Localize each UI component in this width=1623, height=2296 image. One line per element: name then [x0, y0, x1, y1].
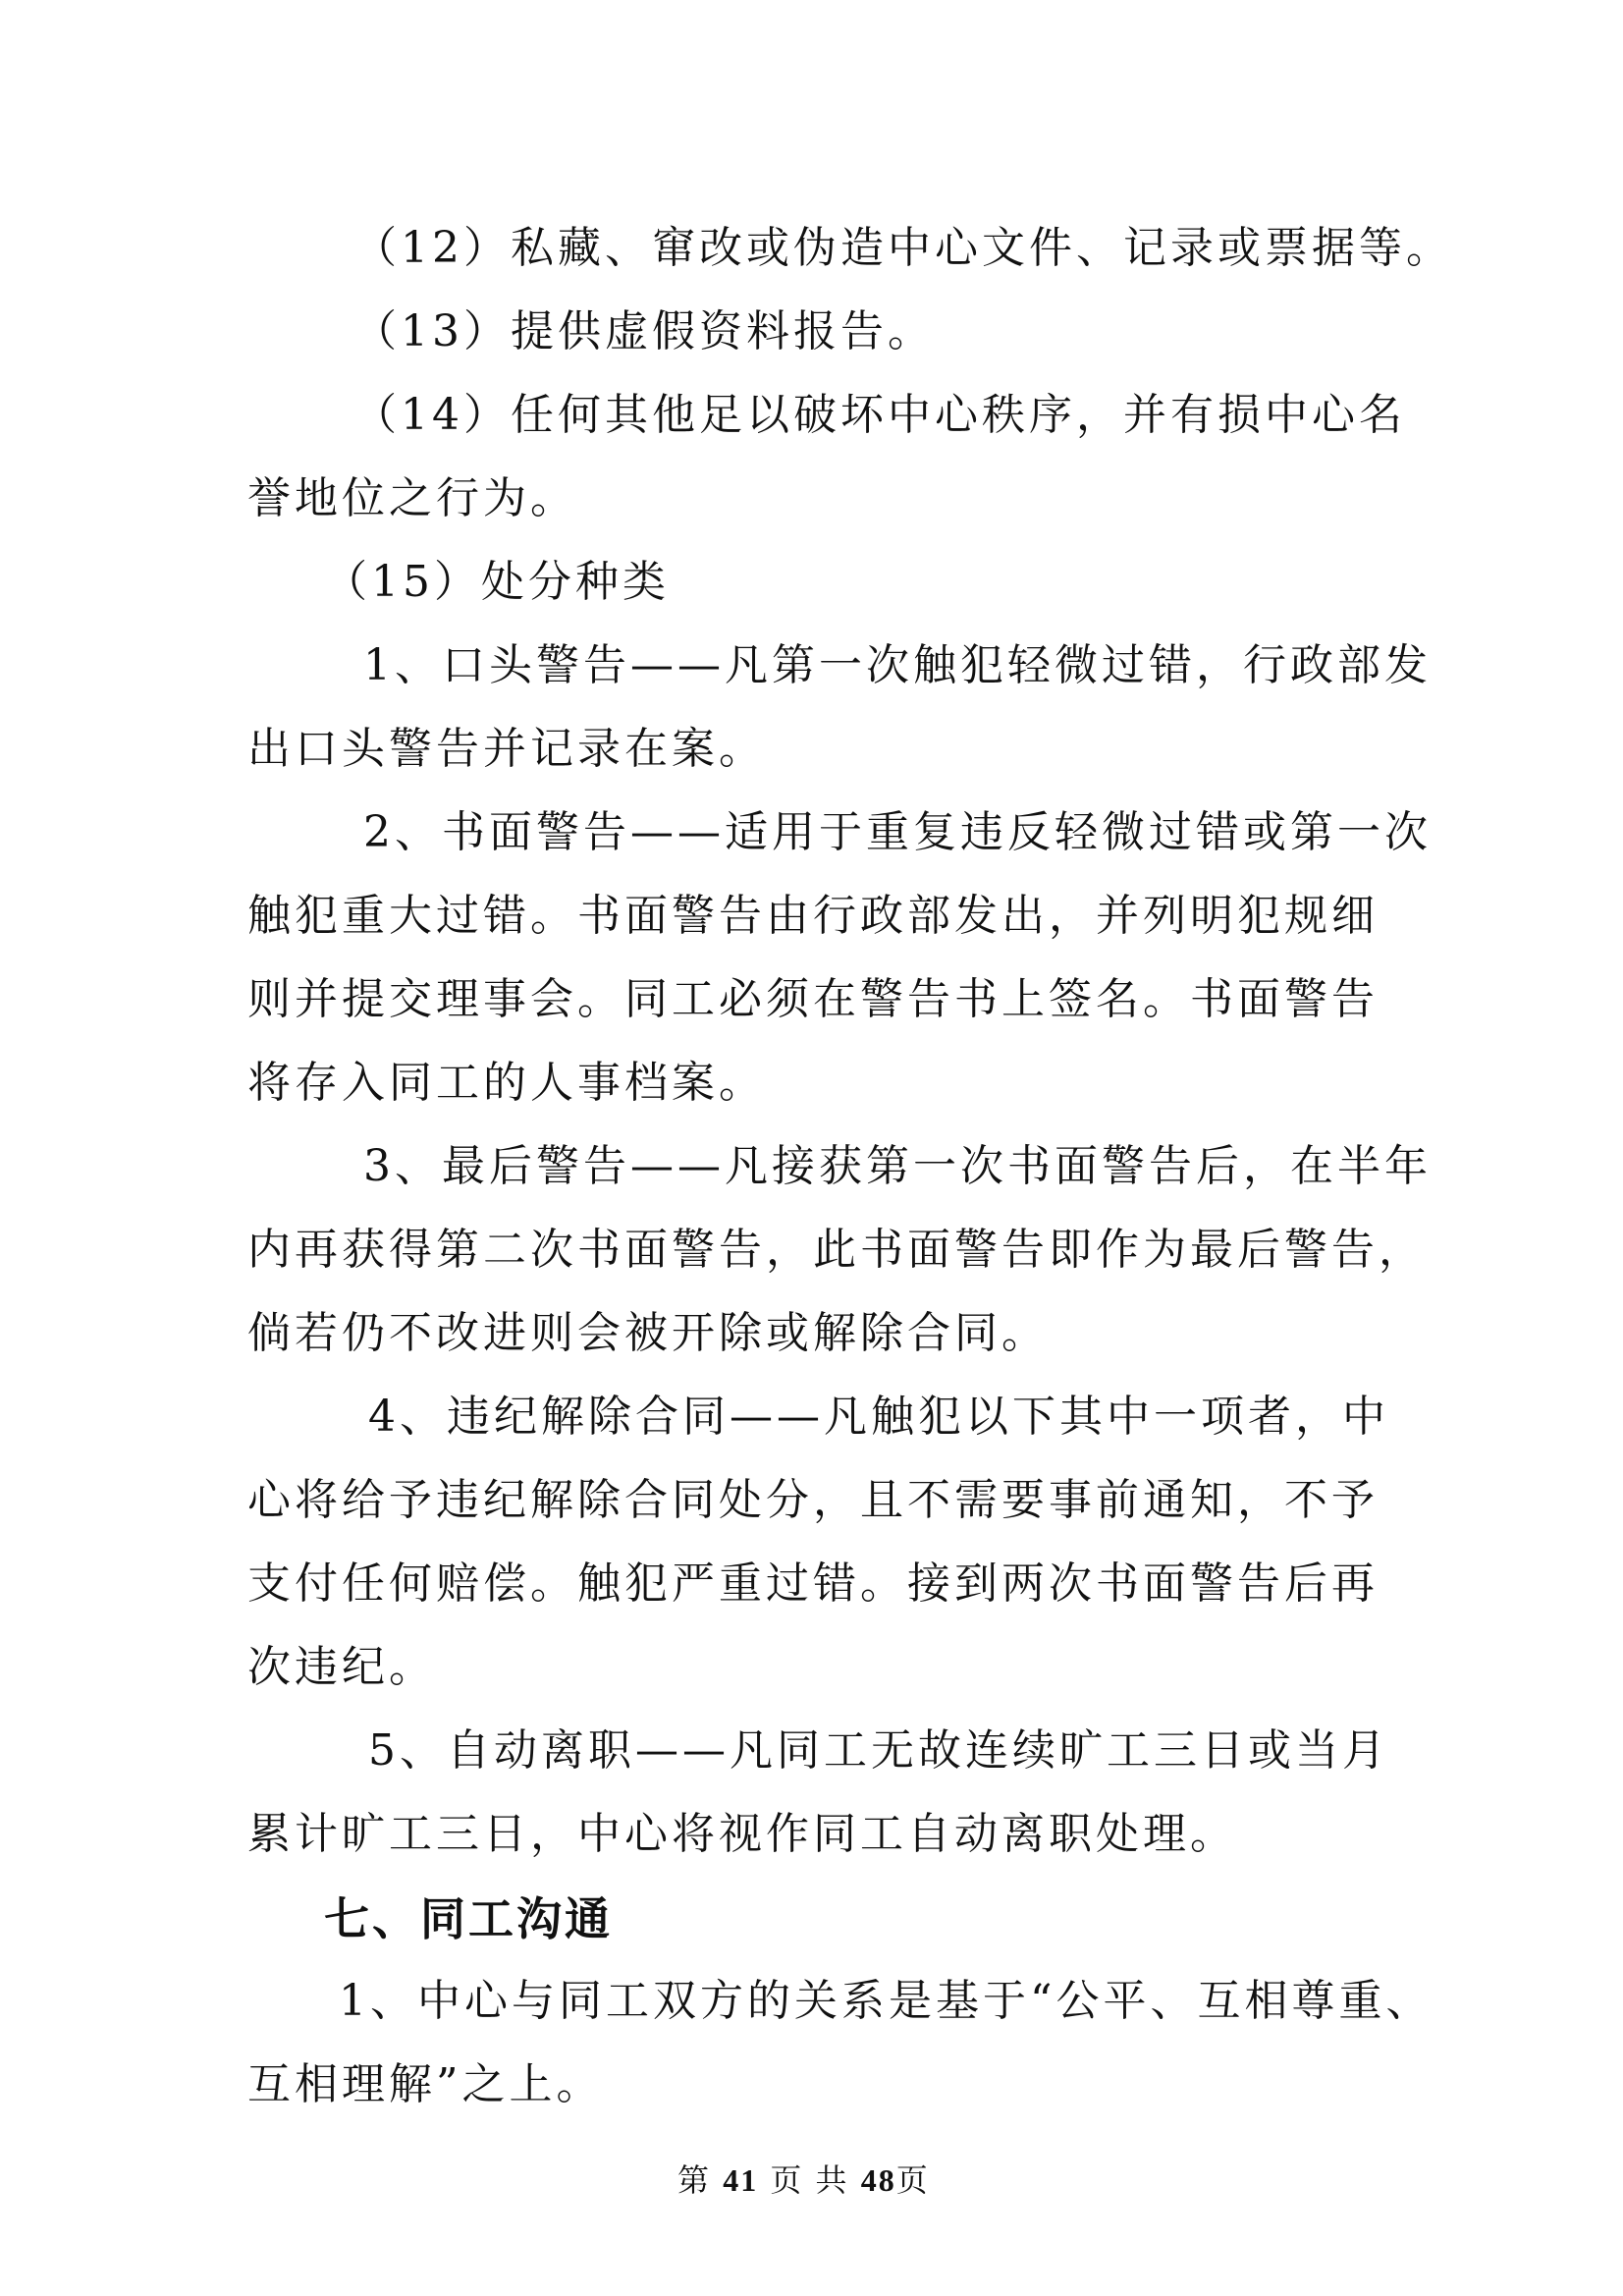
section-heading: 七、同工沟通	[324, 1892, 613, 1945]
penalty-1-line-2: 出口头警告并记录在案。	[247, 724, 766, 774]
clause-14-line-1: （14）任何其他足以破坏中心秩序，并有损中心名	[353, 390, 1406, 440]
penalty-2-line-3: 则并提交理事会。同工必须在警告书上签名。书面警告	[247, 974, 1379, 1024]
current-page-number: 41	[723, 2162, 759, 2198]
footer-middle: 页 共	[770, 2161, 849, 2199]
footer-suffix: 页	[895, 2161, 930, 2199]
penalty-5-line-2: 累计旷工三日，中心将视作同工自动离职处理。	[247, 1809, 1237, 1859]
clause-12-line: （12）私藏、窜改或伪造中心文件、记录或票据等。	[353, 223, 1453, 273]
penalty-3-line-2: 内再获得第二次书面警告，此书面警告即作为最后警告，	[247, 1225, 1426, 1275]
penalty-2-line-4: 将存入同工的人事档案。	[247, 1058, 766, 1108]
penalty-3-line-3: 倘若仍不改进则会被开除或解除合同。	[247, 1308, 1049, 1358]
penalty-4-line-3: 支付任何赔偿。触犯严重过错。接到两次书面警告后再	[247, 1558, 1379, 1609]
communication-line-2: 互相理解”之上。	[247, 2059, 604, 2109]
penalty-4-line-1: 4、违纪解除合同——凡触犯以下其中一项者，中	[368, 1392, 1389, 1442]
penalty-4-line-4: 次违纪。	[247, 1642, 436, 1692]
footer-prefix: 第	[677, 2161, 712, 2199]
penalty-2-line-1: 2、书面警告——适用于重复违反轻微过错或第一次	[363, 807, 1432, 857]
penalty-2-line-2: 触犯重大过错。书面警告由行政部发出，并列明犯规细	[247, 891, 1379, 941]
clause-15-line: （15）处分种类	[324, 557, 670, 607]
penalty-3-line-1: 3、最后警告——凡接获第一次书面警告后，在半年	[363, 1141, 1432, 1191]
page-footer	[677, 2160, 930, 2200]
penalty-1-line-1: 1、口头警告——凡第一次触犯轻微过错，行政部发	[363, 640, 1432, 690]
penalty-5-line-1: 5、自动离职——凡同工无故连续旷工三日或当月	[368, 1725, 1389, 1776]
penalty-4-line-2: 心将给予违纪解除合同处分，且不需要事前通知，不予	[247, 1475, 1379, 1525]
communication-line-1: 1、中心与同工双方的关系是基于“公平、互相尊重、	[339, 1976, 1434, 2026]
clause-14-line-2: 誉地位之行为。	[247, 473, 577, 523]
clause-13-line: （13）提供虚假资料报告。	[353, 306, 935, 356]
total-pages-number: 48	[860, 2162, 896, 2198]
